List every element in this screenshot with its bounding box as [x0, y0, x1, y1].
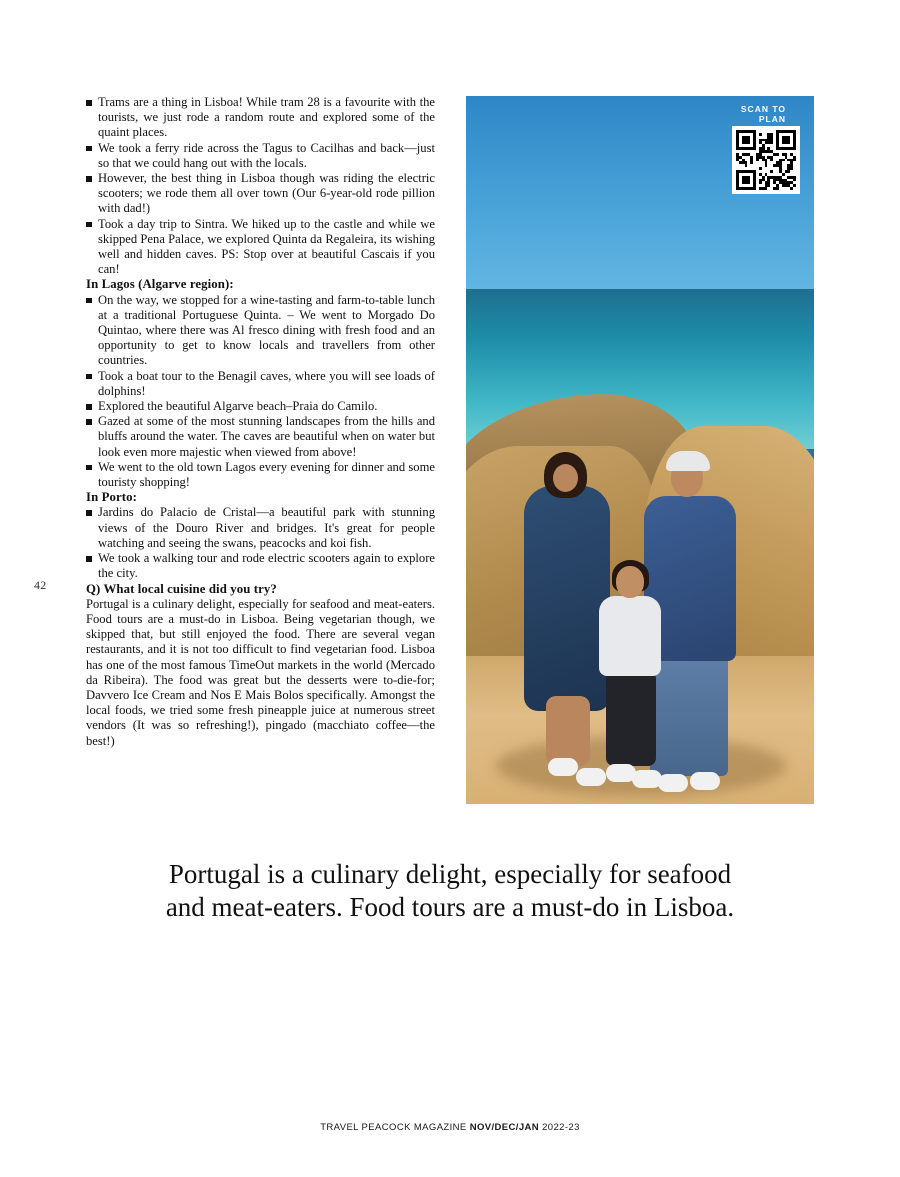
shoe	[548, 758, 578, 776]
bullet-text: We went to the old town Lagos every evening for dinner and some touristy shopping!	[98, 459, 435, 490]
bullet-text: However, the best thing in Lisboa though was riding the electric scooters; we rode them all over town (Our 6-year-old rode pillion with dad!)	[98, 171, 435, 216]
bullet-item	[86, 95, 435, 141]
person-woman	[524, 486, 610, 711]
bullet-text: Took a day trip to Sintra. We hiked up to the castle and while we skipped Pena Palace, we explored Quinta da Regaleira, its wishing well and hidden caves. PS: Stop over at beautiful Cascais if you can!	[98, 216, 435, 277]
bullet-text: We took a walking tour and rode electric scooters again to explore the city.	[98, 551, 435, 581]
qr-code-grid	[736, 130, 796, 190]
pull-quote: Portugal is a culinary delight, especially for seafood and meat-eaters. Food tours are a must-do in Lisboa.	[165, 859, 735, 922]
square-bullet-icon	[86, 100, 92, 106]
bullet-item	[86, 505, 435, 551]
bullet-item	[86, 399, 435, 414]
square-bullet-icon	[86, 222, 92, 228]
footer-prefix: TRAVEL PEACOCK MAGAZINE	[320, 1122, 470, 1133]
scan-line-1: SCAN TO	[740, 104, 786, 114]
page-number: 42	[34, 578, 47, 592]
bullet-text: Trams are a thing in Lisboa! While tram 28 is a favourite with the tourists, we just rode a random route and explored some of the quaint places.	[98, 95, 435, 140]
footer-suffix: 2022-23	[539, 1122, 580, 1133]
section-heading-porto: In Porto:	[86, 490, 138, 505]
square-bullet-icon	[86, 465, 92, 471]
person-woman-face	[553, 464, 578, 492]
answer-paragraph: Portugal is a culinary delight, especially for seafood and meat-eaters. Food tours are a must-do in Lisboa. Being vegetarian though, we skipped that, but still enjoyed the food. There are several vegan restaurants, and it is not too difficult to find vegetarian food. Lisboa has one of the most famous TimeOut markets in the world (Mercado da Ribeira). The food was great but the desserts were to-die-for; Davvero Ice Cream and Nos E Mais Bolos specifically. Amongst the local foods, we tried some fresh pineapple juice at numerous street vendors (It was so refreshing!), pingado (macchiato coffee—the best!)	[86, 596, 435, 748]
person-child-pants	[606, 671, 656, 766]
shoe	[690, 772, 720, 790]
footer-issue: NOV/DEC/JAN	[469, 1122, 540, 1133]
qr-code[interactable]	[732, 126, 800, 194]
person-woman-legs	[546, 696, 590, 766]
scan-to-plan-label	[741, 104, 786, 124]
page-footer	[0, 1122, 900, 1133]
square-bullet-icon	[86, 419, 92, 425]
bullet-item	[86, 293, 435, 369]
bullet-text: We took a ferry ride across the Tagus to Cacilhas and back—just so that we could hang out with the locals.	[98, 140, 435, 170]
bullet-text: On the way, we stopped for a wine-tasting and farm-to-table lunch at a traditional Portuguese Quinta. – We went to Morgado Do Quintao, where there was Al fresco dining with fresh food and an opportunity to get to know locals and travellers from other countries.	[98, 292, 435, 368]
bullet-item	[86, 551, 435, 581]
article-text-column	[86, 95, 435, 749]
person-man-cap	[666, 451, 710, 471]
bullet-item	[86, 414, 435, 460]
square-bullet-icon	[86, 374, 92, 380]
bullet-item	[86, 141, 435, 171]
bullet-item	[86, 369, 435, 399]
shoe	[658, 774, 688, 792]
bullet-text: Gazed at some of the most stunning landscapes from the hills and bluffs around the water. The caves are beautiful when on water but look even more majestic when viewed from above!	[98, 414, 435, 459]
person-man-jeans	[650, 651, 728, 776]
person-child-head	[616, 566, 644, 598]
bullet-item	[86, 171, 435, 217]
square-bullet-icon	[86, 146, 92, 152]
square-bullet-icon	[86, 298, 92, 304]
section-heading-lagos: In Lagos (Algarve region):	[86, 277, 234, 292]
square-bullet-icon	[86, 510, 92, 516]
square-bullet-icon	[86, 404, 92, 410]
bullet-text: Explored the beautiful Algarve beach–Praia do Camilo.	[98, 399, 378, 414]
person-child	[599, 596, 661, 676]
scan-line-2: PLAN	[758, 114, 786, 124]
bullet-text: Jardins do Palacio de Cristal—a beautiful park with stunning views of the Douro River and bridges. It's great for people watching and seeing the swans, peacocks and koi fish.	[98, 505, 435, 550]
travel-photo	[466, 96, 814, 804]
shoe	[576, 768, 606, 786]
bullet-item	[86, 460, 435, 490]
bullet-text: Took a boat tour to the Benagil caves, where you will see loads of dolphins!	[98, 368, 435, 398]
question-heading: Q) What local cuisine did you try?	[86, 581, 277, 596]
bullet-item	[86, 217, 435, 278]
square-bullet-icon	[86, 176, 92, 182]
square-bullet-icon	[86, 556, 92, 562]
